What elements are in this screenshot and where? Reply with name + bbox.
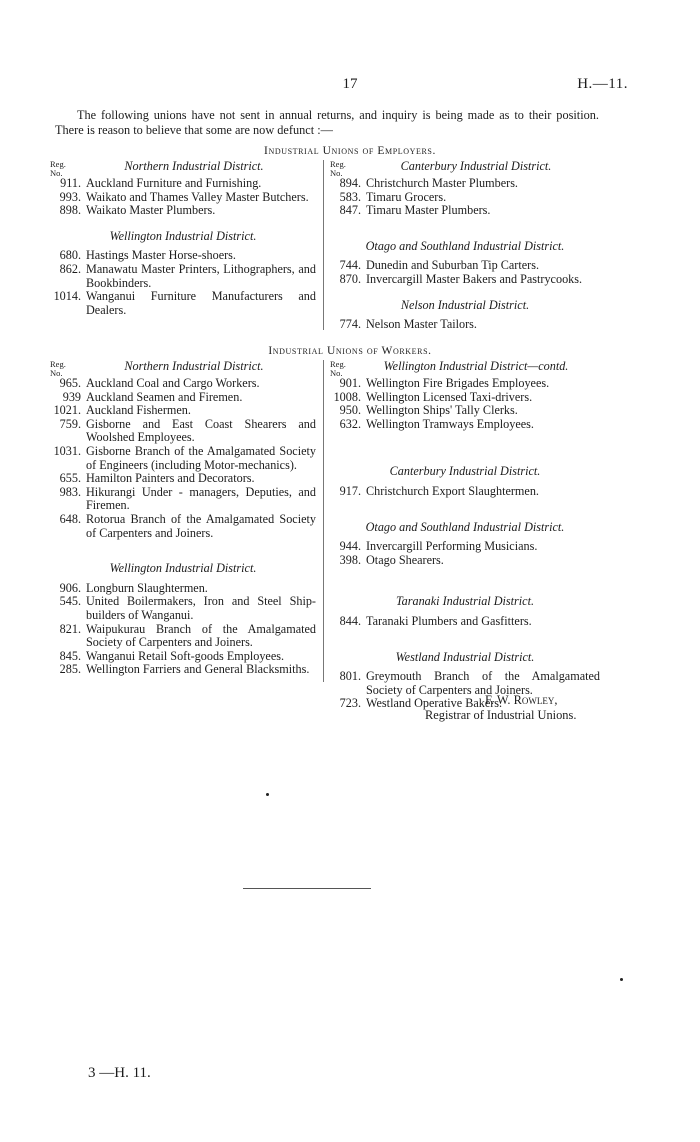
list-item: 583. Timaru Grocers. xyxy=(339,189,447,204)
list-item: 917. Christchurch Export Slaughtermen. xyxy=(339,483,539,498)
horizontal-rule xyxy=(243,888,371,889)
district-title: Otago and Southland Industrial District. xyxy=(365,238,565,253)
list-item: 944. Invercargill Performing Musicians. xyxy=(339,539,538,554)
list-item: 774. Nelson Master Tailors. xyxy=(339,317,477,332)
list-item: 965. Auckland Coal and Cargo Workers. xyxy=(59,376,260,390)
column-divider xyxy=(323,360,324,682)
list-item: 993. Waikato and Thames Valley Master Butchers. xyxy=(59,189,309,204)
reg-no-header: Reg. No. xyxy=(330,159,346,178)
list-item: 545. United Boilermakers, Iron and Steel Ship-builders of Wanganui. xyxy=(59,594,316,622)
list-item: 744. Dunedin and Suburban Tip Carters. xyxy=(339,258,539,273)
district-title: Westland Industrial District. xyxy=(395,649,535,664)
district-title: Northern Industrial District. xyxy=(124,159,264,173)
district-header xyxy=(50,360,316,377)
list-item: 870. Invercargill Master Bakers and Pastrycooks. xyxy=(339,271,583,286)
signatory-name: F. W. Rowley, xyxy=(485,693,558,707)
speck xyxy=(266,793,269,796)
signature-block xyxy=(425,693,576,723)
list-item: 1014. Wanganui Furniture Manufacturers and Dealers. xyxy=(53,289,316,317)
list-item: 1021. Auckland Fishermen. xyxy=(53,403,191,418)
speck xyxy=(620,978,623,981)
page-number: 17 xyxy=(342,76,358,92)
list-item: 845. Wanganui Retail Soft-goods Employees. xyxy=(59,648,285,663)
district-header xyxy=(330,360,600,377)
list-item: 801. Greymouth Branch of the Amalgamated Society of Carpenters and Joiners. xyxy=(339,669,600,697)
intro-paragraph xyxy=(55,108,599,138)
employers-heading: Industrial Unions of Employers. xyxy=(264,145,436,157)
district-title: Canterbury Industrial District. xyxy=(389,464,541,479)
document-reference: H.—11. xyxy=(577,76,628,92)
list-item: 1031. Gisborne Branch of the Amalgamated Society of Engineers (including Motor-mechanics). xyxy=(53,443,316,472)
list-item: 898. Waikato Master Plumbers. xyxy=(59,203,216,218)
list-item: 821. Waipukurau Branch of the Amalgamated Society of Carpenters and Joiners. xyxy=(59,621,316,650)
district-title: Otago and Southland Industrial District. xyxy=(365,519,565,534)
list-item: 285. Wellington Farriers and General Blacksmiths. xyxy=(59,662,310,677)
list-item: 723. Westland Operative Bakers. xyxy=(339,696,503,711)
list-item: 680. Hastings Master Horse-shoers. xyxy=(59,248,236,263)
workers-left-column xyxy=(50,360,316,677)
list-item: 648. Rotorua Branch of the Amalgamated Society of Carpenters and Joiners. xyxy=(59,511,316,540)
district-header xyxy=(330,160,600,177)
list-item: 983. Hikurangi Under - managers, Deputies, and Firemen. xyxy=(59,484,316,513)
district-title: Wellington Industrial District. xyxy=(109,228,257,243)
list-item: 911. Auckland Furniture and Furnishing. xyxy=(60,176,262,190)
district-title: Wellington Industrial District. xyxy=(109,561,257,576)
district-header xyxy=(50,160,316,177)
district-title: Taranaki Industrial District. xyxy=(395,594,535,609)
district-title: Nelson Industrial District. xyxy=(400,297,530,312)
list-item: 862. Manawatu Master Printers, Lithographers, and Bookbinders. xyxy=(59,261,316,290)
workers-right-column xyxy=(330,360,600,711)
list-item: 759. Gisborne and East Coast Shearers and Woolshed Employees. xyxy=(59,416,316,445)
reg-no-header: Reg. No. xyxy=(50,359,66,378)
signatory-title: Registrar of Industrial Unions. xyxy=(425,708,577,722)
list-item: 655. Hamilton Painters and Decorators. xyxy=(59,471,255,486)
district-title: Wellington Industrial District—contd. xyxy=(383,359,569,373)
page-footer: 3 —H. 11. xyxy=(88,1065,151,1081)
reg-no-header: Reg. No. xyxy=(330,359,346,378)
list-item: 632. Wellington Tramways Employees. xyxy=(339,416,534,431)
column-divider xyxy=(323,160,324,330)
intro-text: The following unions have not sent in annual returns, and inquiry is being made as to their position. There is reason to believe that some are now defunct :— xyxy=(55,108,599,137)
list-item: 894. Christchurch Master Plumbers. xyxy=(339,176,518,190)
workers-heading: Industrial Unions of Workers. xyxy=(268,345,432,357)
list-item: 901. Wellington Fire Brigades Employees. xyxy=(339,376,550,390)
employers-right-column xyxy=(330,160,600,332)
list-item: 939 Auckland Seamen and Firemen. xyxy=(62,389,243,404)
reg-no-header: Reg. No. xyxy=(50,159,66,178)
employers-left-column xyxy=(50,160,316,317)
list-item: 1008. Wellington Licensed Taxi-drivers. xyxy=(333,389,533,404)
list-item: 906. Longburn Slaughtermen. xyxy=(59,580,208,595)
list-item: 847. Timaru Master Plumbers. xyxy=(339,203,491,218)
list-item: 398. Otago Shearers. xyxy=(339,552,444,567)
district-title: Northern Industrial District. xyxy=(124,359,264,373)
district-title: Canterbury Industrial District. xyxy=(400,159,552,173)
list-item: 950. Wellington Ships' Tally Clerks. xyxy=(339,403,518,418)
list-item: 844. Taranaki Plumbers and Gasfitters. xyxy=(339,613,532,628)
